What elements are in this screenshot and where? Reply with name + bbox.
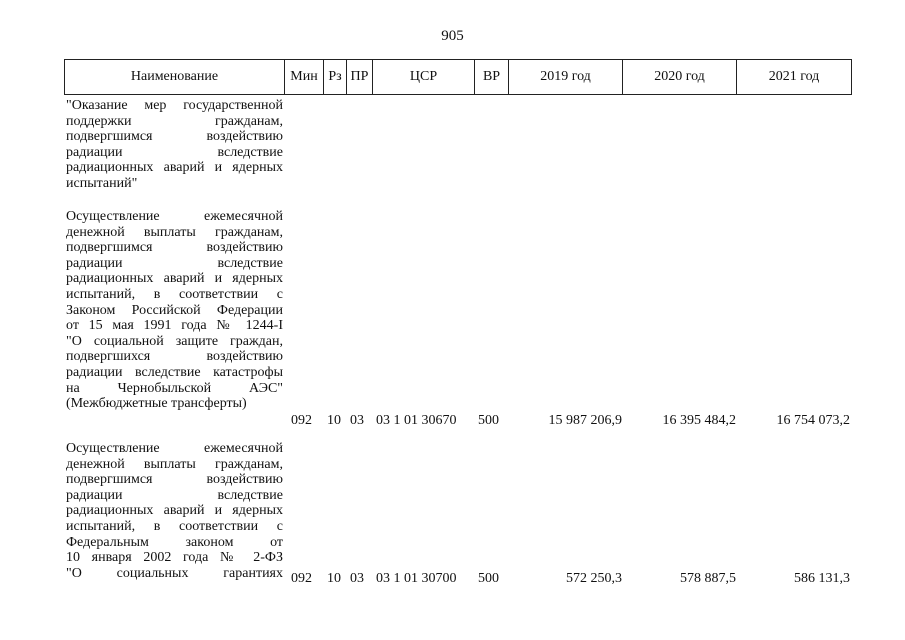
name-line: поддержки гражданам,: [66, 113, 283, 129]
name-line: радиационных аварий и ядерных: [66, 271, 283, 287]
name-line: подвергшимся воздействию: [66, 129, 283, 145]
cell-vr: 500: [478, 571, 499, 586]
row-name-1: [66, 209, 283, 412]
name-line: радиации вследствие: [66, 144, 283, 160]
name-line: подвергшимся воздействию: [66, 472, 283, 488]
table-row-2-values: [0, 571, 905, 589]
header-name: Наименование: [65, 60, 285, 94]
cell-2019: 15 987 206,9: [548, 413, 622, 428]
cell-pr: 03: [350, 571, 364, 586]
name-line: (Межбюджетные трансферты): [66, 396, 247, 412]
name-line: подвергшимся воздействию: [66, 240, 283, 256]
table-row-1-values: [0, 413, 905, 431]
row-name-0: [66, 98, 283, 192]
page-number: 905: [441, 28, 464, 44]
cell-rz: 10: [327, 413, 341, 428]
name-line: на Чернобыльской АЭС": [66, 380, 283, 396]
cell-2021: 586 131,3: [794, 571, 850, 586]
name-line: "О социальной защите граждан,: [66, 333, 283, 349]
name-line: подвергшихся воздействию: [66, 349, 283, 365]
name-line: радиации вследствие: [66, 487, 283, 503]
name-line: от 15 мая 1991 года № 1244-I: [66, 318, 283, 334]
name-line: Федеральным законом от: [66, 534, 283, 550]
cell-rz: 10: [327, 571, 341, 586]
cell-min: 092: [291, 413, 312, 428]
cell-vr: 500: [478, 413, 499, 428]
header-min: Мин: [285, 60, 324, 94]
header-pr: ПР: [347, 60, 373, 94]
header-rz: Рз: [324, 60, 347, 94]
name-line: Осуществление ежемесячной: [66, 209, 283, 224]
cell-csr: 03 1 01 30670: [376, 413, 457, 428]
header-2019: 2019 год: [509, 60, 623, 94]
name-line: "Оказание мер государственной: [66, 98, 283, 113]
name-line: радиации вследствие катастрофы: [66, 364, 283, 380]
name-line: радиационных аварий и ядерных: [66, 160, 283, 176]
name-line: радиационных аварий и ядерных: [66, 503, 283, 519]
cell-2020: 16 395 484,2: [662, 413, 736, 428]
cell-min: 092: [291, 571, 312, 586]
cell-2019: 572 250,3: [566, 571, 622, 586]
name-line: испытаний": [66, 175, 138, 191]
table-header: [64, 59, 852, 95]
header-2021: 2021 год: [768, 69, 820, 84]
name-line: денежной выплаты гражданам,: [66, 456, 283, 472]
name-line: радиации вследствие: [66, 255, 283, 271]
name-line: испытаний, в соответствии с: [66, 518, 283, 534]
name-line: испытаний, в соответствии с: [66, 286, 283, 302]
cell-csr: 03 1 01 30700: [376, 571, 457, 586]
name-line: Осуществление ежемесячной: [66, 441, 283, 456]
header-csr: ЦСР: [373, 60, 475, 94]
name-line: "О социальных гарантиях: [66, 565, 283, 581]
name-line: Законом Российской Федерации: [66, 302, 283, 318]
name-line: 10 января 2002 года № 2-ФЗ: [66, 550, 283, 566]
cell-2020: 578 887,5: [680, 571, 736, 586]
name-line: денежной выплаты гражданам,: [66, 224, 283, 240]
row-name-2: [66, 441, 283, 581]
header-vr: ВР: [475, 60, 509, 94]
cell-pr: 03: [350, 413, 364, 428]
header-2020: 2020 год: [623, 60, 737, 94]
cell-2021: 16 754 073,2: [776, 413, 850, 428]
